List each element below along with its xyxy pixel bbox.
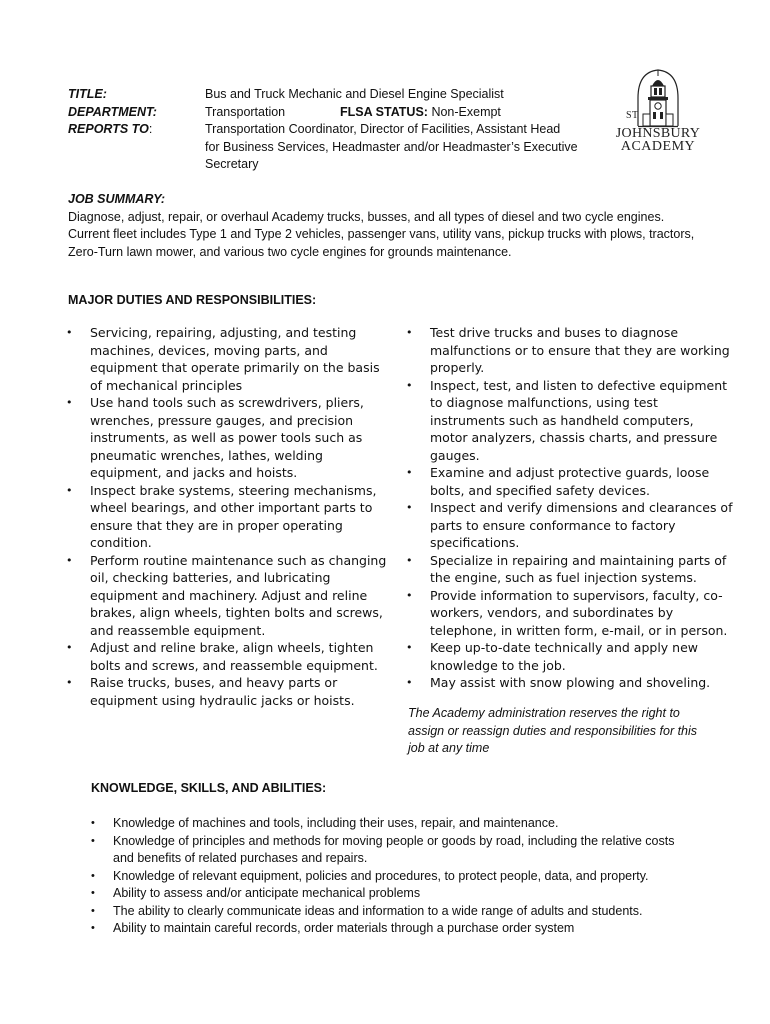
- duty-item-line: • Specialize in repairing and maintaining parts of: [430, 552, 727, 568]
- duty-item-line: condition.: [90, 535, 152, 550]
- logo-st: ST: [626, 110, 639, 121]
- ksa-item-line: • Knowledge of relevant equipment, policies and procedures, to protect people, data, and property.: [113, 868, 649, 883]
- duty-item-line: telephone, in written form, e-mail, or in person.: [430, 622, 728, 638]
- ksa-item-line: and benefits of related purchases and repairs.: [113, 851, 368, 865]
- ksa-item-line: • Knowledge of machines and tools, including their uses, repair, and maintenance.: [113, 816, 559, 830]
- ksa-item: [91, 815, 731, 833]
- job-summary-line: Diagnose, adjust, repair, or overhaul Academy trucks, busses, and all types of diesel and two cycle engines.: [68, 209, 665, 224]
- duty-item-line: • Inspect brake systems, steering mechanisms,: [90, 482, 377, 498]
- duty-item-line: malfunctions or to ensure that they are working: [430, 342, 730, 358]
- academy-logo: [608, 68, 708, 158]
- duty-item-line: to diagnose malfunctions, using test: [430, 395, 658, 410]
- note-line: The Academy administration reserves the right to: [408, 706, 680, 720]
- job-summary-section: [68, 191, 718, 261]
- reports-to-line: for Business Services, Headmaster and/or Headmaster’s Executive: [205, 139, 578, 154]
- duty-item-line: • Inspect and verify dimensions and clearances of: [430, 500, 733, 515]
- ksa-item: [91, 885, 731, 903]
- note-line: job at any time: [408, 741, 490, 755]
- ksa-item-line: • Ability to maintain careful records, order materials through a purchase order system: [113, 921, 575, 935]
- duty-item-line: • Adjust and reline brake, align wheels, tighten: [90, 640, 374, 655]
- duty-item-line: instruments, as well as power tools such as: [90, 430, 363, 445]
- duties-list-left: [66, 324, 386, 709]
- ksa-item-line: • Ability to assess and/or anticipate mechanical problems: [113, 886, 421, 900]
- note-line: assign or reassign duties and responsibilities for this: [408, 723, 698, 738]
- duty-item-line: and reassemble equipment.: [90, 622, 266, 638]
- duty-item-line: • Servicing, repairing, adjusting, and testing: [90, 325, 357, 340]
- duty-item-line: wheel bearings, and other important parts to: [90, 500, 373, 515]
- ksa-item: [91, 920, 731, 938]
- duty-item-line: equipment, and jacks and hoists.: [90, 465, 298, 480]
- duty-item-line: of mechanical principles: [90, 377, 243, 393]
- logo-name-line2: ACADEMY: [620, 139, 696, 154]
- duty-item-line: specifications.: [430, 535, 520, 550]
- reports-to-line: Secretary: [205, 157, 259, 171]
- duty-item-line: oil, checking batteries, and lubricating: [90, 570, 331, 585]
- duty-item-line: • Examine and adjust protective guards, loose: [430, 465, 710, 480]
- duty-item: [66, 552, 386, 640]
- ksa-item: [91, 868, 731, 886]
- duty-item-line: the engine, such as fuel injection systems.: [430, 570, 697, 585]
- duty-item-line: equipment and machinery. Adjust and reline: [90, 587, 368, 603]
- flsa-status: [340, 104, 501, 122]
- ksa-item-line: • Knowledge of principles and methods for moving people or goods by road, including the relative costs: [113, 833, 675, 848]
- duty-item-line: • Test drive trucks and buses to diagnose: [430, 325, 679, 340]
- duty-item-line: • Inspect, test, and listen to defective equipment: [430, 377, 728, 393]
- ksa-item-line: • The ability to clearly communicate ideas and information to a wide range of adults and students.: [113, 903, 643, 918]
- ksa-heading: KNOWLEDGE, SKILLS, AND ABILITIES:: [91, 781, 327, 795]
- ksa-list: [91, 815, 731, 938]
- job-summary-heading: JOB SUMMARY:: [68, 192, 166, 206]
- duty-item: [406, 499, 736, 552]
- duty-item-line: ensure that they are in proper operating: [90, 517, 343, 533]
- department-label: DEPARTMENT:: [68, 104, 157, 119]
- duty-item: [66, 674, 386, 709]
- ksa-item: [91, 903, 731, 921]
- duty-item-line: knowledge to the job.: [430, 657, 566, 673]
- duty-item-line: machines, devices, moving parts, and: [90, 342, 328, 358]
- duty-item-line: equipment using hydraulic jacks or hoists.: [90, 692, 355, 708]
- flsa-value: Non-Exempt: [431, 104, 501, 119]
- duties-list-right: [406, 324, 736, 692]
- reports-to-label: [68, 121, 152, 139]
- duty-item-line: • Provide information to supervisors, faculty, co-: [430, 587, 723, 603]
- major-duties-heading: MAJOR DUTIES AND RESPONSIBILITIES:: [68, 293, 317, 307]
- duty-item-line: instruments such as handheld computers,: [430, 412, 694, 428]
- clock-tower-icon: [608, 68, 708, 130]
- duty-item: [406, 377, 736, 465]
- duty-item-line: bolts and screws, and reassemble equipment.: [90, 657, 378, 673]
- duty-item-line: gauges.: [430, 447, 480, 463]
- duty-item: [66, 482, 386, 552]
- department-value: Transportation: [205, 104, 286, 119]
- duty-item: [406, 639, 736, 674]
- duty-item-line: • Raise trucks, buses, and heavy parts or: [90, 675, 338, 690]
- duty-item-line: workers, vendors, and subordinates by: [430, 605, 674, 620]
- duty-item: [66, 324, 386, 394]
- duty-item: [66, 639, 386, 674]
- reports-to-colon: :: [148, 122, 153, 136]
- duty-item-line: motor analyzers, chassis charts, and pressure: [430, 430, 718, 445]
- duty-item-line: bolts, and specified safety devices.: [430, 482, 650, 498]
- job-summary-text: [68, 209, 718, 262]
- flsa-label: FLSA STATUS:: [340, 104, 428, 119]
- duty-item-line: equipment that operate primarily on the basis: [90, 360, 380, 375]
- duty-item-line: • May assist with snow plowing and shoveling.: [430, 675, 711, 690]
- job-summary-line: Current fleet includes Type 1 and Type 2 vehicles, passenger vans, utility vans, pickup trucks with plows, tractors,: [68, 227, 695, 241]
- reports-to-value: [205, 121, 578, 174]
- duty-item-line: • Perform routine maintenance such as changing: [90, 552, 387, 568]
- duty-item-line: pneumatic wrenches, lathes, welding: [90, 447, 323, 463]
- duty-item-line: properly.: [430, 360, 485, 375]
- duty-item: [406, 674, 736, 692]
- reports-to-label-text: REPORTS TO: [68, 122, 149, 136]
- job-summary-line: Zero-Turn lawn mower, and various two cycle engines for grounds maintenance.: [68, 244, 512, 259]
- duty-item-line: • Use hand tools such as screwdrivers, pliers,: [90, 395, 364, 410]
- title-value: Bus and Truck Mechanic and Diesel Engine Specialist: [205, 87, 504, 101]
- duty-item: [406, 587, 736, 640]
- duty-item-line: brakes, align wheels, tighten bolts and screws,: [90, 605, 383, 620]
- duty-item: [406, 552, 736, 587]
- duty-item: [406, 464, 736, 499]
- duty-item-line: parts to ensure conformance to factory: [430, 517, 676, 533]
- duty-item-line: wrenches, pressure gauges, and precision: [90, 412, 354, 428]
- logo-name-line1: JOHNSBURY: [615, 126, 701, 141]
- title-label: TITLE:: [68, 87, 107, 101]
- duty-item-line: • Keep up-to-date technically and apply new: [430, 640, 699, 655]
- duty-item: [406, 324, 736, 377]
- administration-note: [408, 705, 728, 758]
- reports-to-line: Transportation Coordinator, Director of Facilities, Assistant Head: [205, 122, 561, 136]
- duty-item: [66, 394, 386, 482]
- ksa-item: [91, 833, 731, 868]
